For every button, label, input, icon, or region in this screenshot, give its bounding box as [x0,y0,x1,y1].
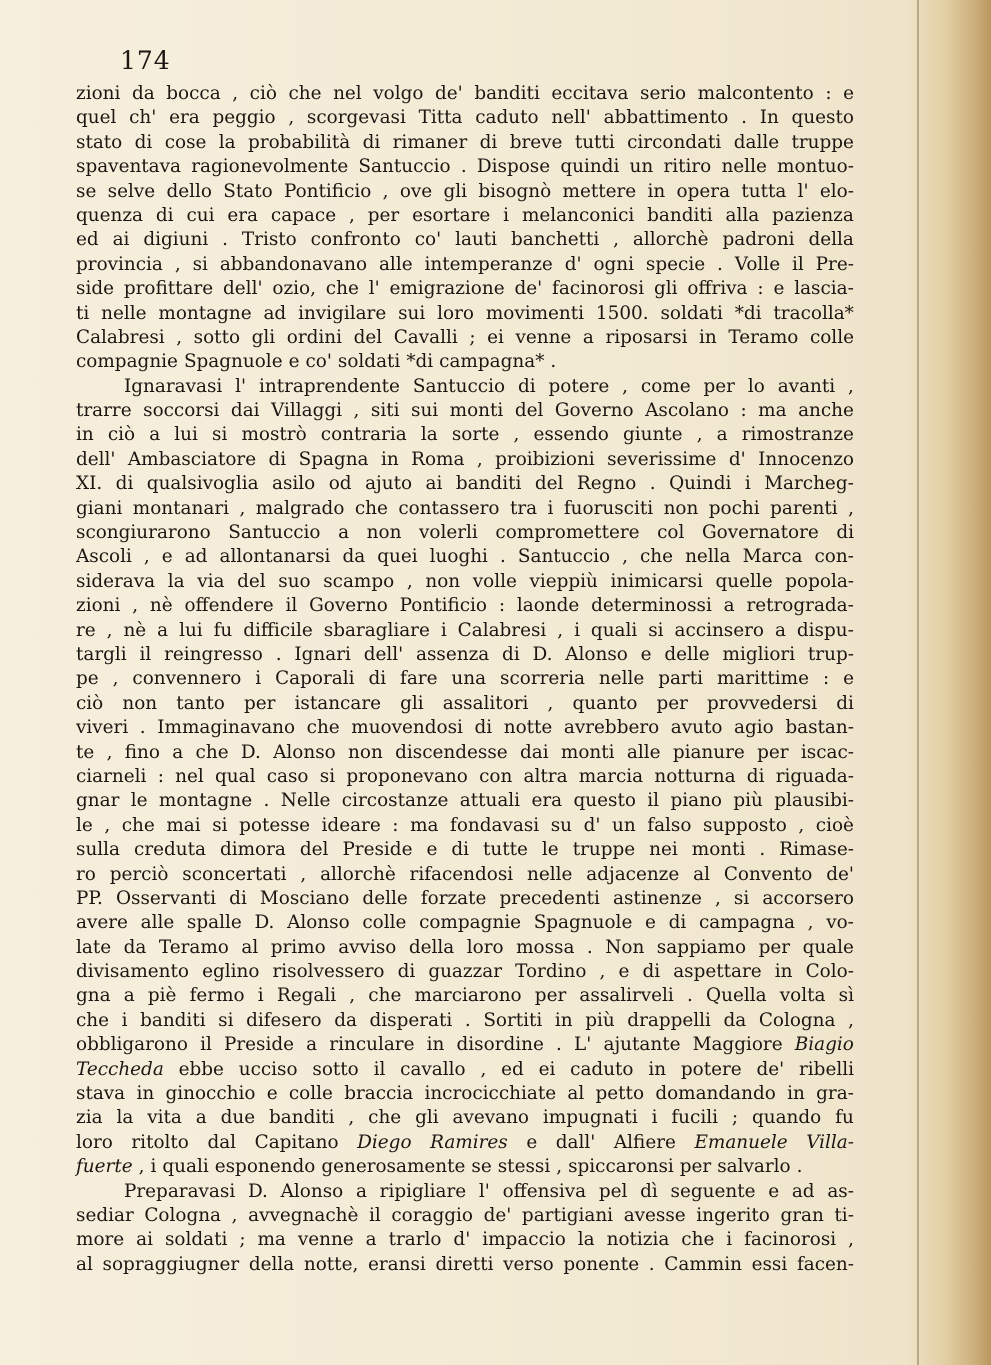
text-line: ed ai digiuni . Tristo confronto co' lauti banchetti , allorchè padroni della [76,229,854,251]
text-line: avere alle spalle D. Alonso colle compagnie Spagnuole e di campagna , vo- [76,912,854,934]
text-line: se selve dello Stato Pontificio , ove gli bisognò mettere in opera tutta l' elo- [76,180,854,202]
text-line: fuerte , i quali esponendo generosamente se stessi , spiccaronsi per salvarlo . [76,1156,803,1178]
text-line: pe , convennero i Caporali di fare una scorreria nelle parti marittime : e [76,668,854,690]
text-line: ro perciò sconcertati , allorchè rifacendosi nelle adjacenze al Convento de' [76,863,854,885]
text-line: quenza di cui era capace , per esortare i melanconici banditi alla pazienza [76,204,854,226]
text-line: zioni da bocca , ciò che nel volgo de' banditi eccitava serio malcontento : e [76,83,854,104]
body-text [76,82,854,1277]
text-line: Calabresi , sotto gli ordini del Cavalli ; ei venne a riposarsi in Teramo colle [76,326,854,348]
text-line: compagnie Spagnuole e co' soldati *di campagna* . [76,351,557,373]
text-line: side profittare dell' ozio, che l' emigrazione de' facinorosi gli offriva : e lascia- [76,278,854,300]
text-line: gnar le montagne . Nelle circostanze attuali era questo il piano più plausibi- [76,790,854,812]
text-line: giani montanari , malgrado che contassero tra i fuorusciti non pochi parenti , [76,497,854,519]
text-line: zia la vita a due banditi , che gli avevano impugnati i fucili ; quando fu [76,1107,854,1129]
text-line: al sopraggiugner della notte, eransi diretti verso ponente . Cammin essi facen- [76,1253,854,1275]
text-line: Ascoli , e ad allontanarsi da quei luoghi . Santuccio , che nella Marca con- [76,546,854,568]
text-line: Teccheda ebbe ucciso sotto il cavallo , ed ei caduto in potere de' ribelli [76,1058,854,1080]
text-line: in ciò a lui si mostrò contraria la sorte , essendo giunte , a rimostranze [76,424,854,446]
text-line: obbligarono il Preside a rinculare in disordine . L' ajutante Maggiore Biagio [76,1034,854,1056]
text-line: Preparavasi D. Alonso a ripigliare l' offensiva pel dì seguente e ad as- [124,1180,854,1202]
text-line: ciarneli : nel qual caso si proponevano con altra marcia notturna di riguada- [76,765,854,787]
text-line: targli il reingresso . Ignari dell' assenza di D. Alonso e delle migliori trup- [76,643,854,665]
text-line: sulla creduta dimora del Preside e di tutte le truppe nei monti . Rimase- [76,839,854,861]
text-line: provincia , si abbandonavano alle intemperanze d' ogni specie . Volle il Pre- [76,253,854,275]
text-line: quel ch' era peggio , scorgevasi Titta caduto nell' abbattimento . In questo [76,107,854,129]
text-line: Ignaravasi l' intraprendente Santuccio di potere , come per lo avanti , [124,375,854,397]
text-line: divisamento eglino risolvessero di guazzar Tordino , e di aspettare in Colo- [76,961,854,983]
text-line: scongiurarono Santuccio a non volerli compromettere col Governatore di [76,522,854,544]
page-number: 174 [120,46,171,75]
text-line: viveri . Immaginavano che muovendosi di notte avrebbero avuto agio bastan- [76,717,854,739]
text-line: stato di cose la probabilità di rimaner di breve tutti circondati dalle truppe [76,131,854,153]
text-line: ti nelle montagne ad invigilare sui loro movimenti 1500. soldati *di tracolla* [76,302,854,324]
text-line: PP. Osservanti di Mosciano delle forzate precedenti astinenze , si accorsero [76,887,854,909]
text-line: siderava la via del suo scampo , non volle vieppiù inimicarsi quelle popola- [76,570,854,592]
text-line: late da Teramo al primo avviso della loro mossa . Non sappiamo per quale [76,936,854,958]
text-line: che i banditi si difesero da disperati . Sortiti in più drappelli da Cologna , [76,1009,854,1031]
text-line: dell' Ambasciatore di Spagna in Roma , proibizioni severissime d' Innocenzo [76,448,854,470]
text-line: loro ritolto dal Capitano Diego Ramires e dall' Alfiere Emanuele Villa- [76,1131,854,1153]
text-line: spaventava ragionevolmente Santuccio . Dispose quindi un ritiro nelle montuo- [76,156,854,178]
page-edge-shadow [905,0,991,1365]
text-line: sediar Cologna , avvegnachè il coraggio de' partigiani avesse ingerito gran ti- [76,1204,854,1226]
text-line: re , nè a lui fu difficile sbaragliare i Calabresi , i quali si accinsero a dispu- [76,619,854,641]
text-line: gna a piè fermo i Regali , che marciarono per assalirveli . Quella volta sì [76,985,854,1007]
text-line: ciò non tanto per istancare gli assalitori , quanto per provvedersi di [76,692,854,714]
text-line: le , che mai si potesse ideare : ma fondavasi su d' un falso supposto , cioè [76,814,854,836]
text-line: XI. di qualsivoglia asilo od ajuto ai banditi del Regno . Quindi i Marcheg- [76,473,854,495]
text-line: trarre soccorsi dai Villaggi , siti sui monti del Governo Ascolano : ma anche [76,400,854,422]
text-line: zioni , nè offendere il Governo Pontificio : laonde determinossi a retrograda- [76,595,854,617]
text-line: more ai soldati ; ma venne a trarlo d' impaccio la notizia che i facinorosi , [76,1229,854,1251]
text-line: te , fino a che D. Alonso non discendesse dai monti alle pianure per iscac- [76,741,854,763]
text-line: stava in ginocchio e colle braccia incrocicchiate al petto domandando in gra- [76,1083,854,1105]
